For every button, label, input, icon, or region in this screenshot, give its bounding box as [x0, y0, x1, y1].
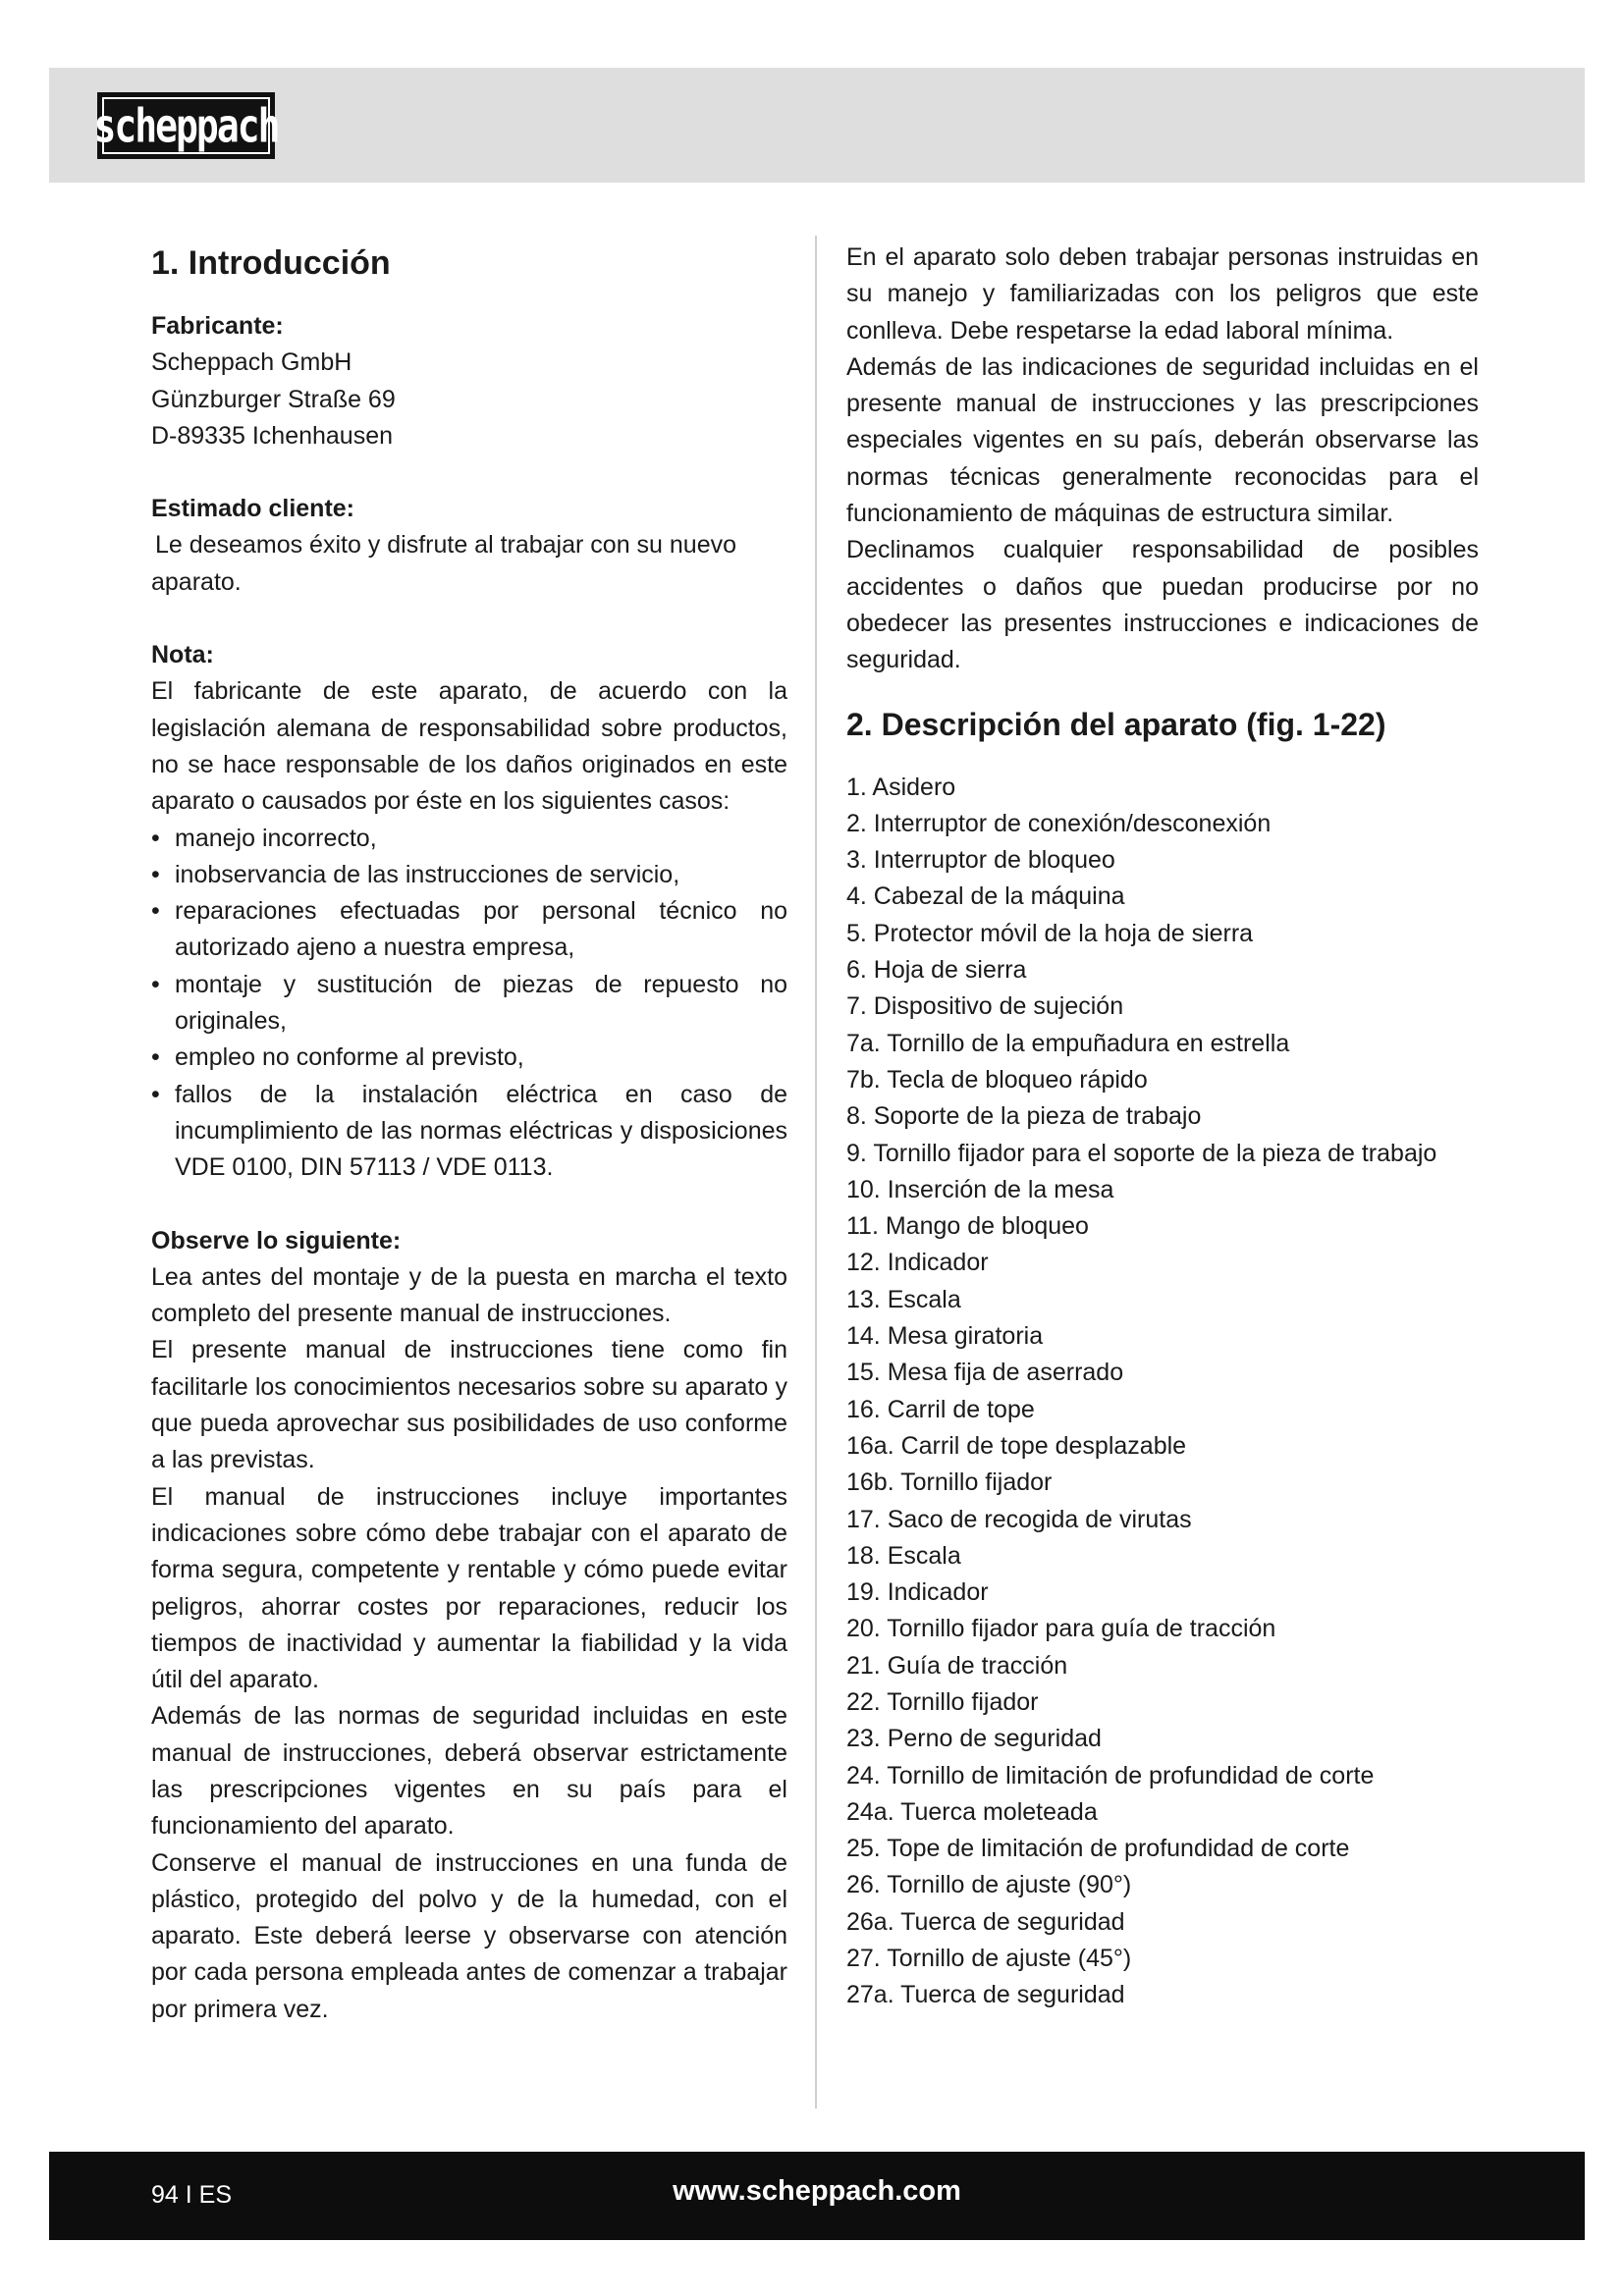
list-item: 16a. Carril de tope desplazable: [846, 1431, 1187, 1460]
parts-list: [846, 770, 1479, 2014]
left-column: [151, 240, 787, 2028]
list-item: 16. Carril de tope: [846, 1395, 1035, 1423]
list-item: 4. Cabezal de la máquina: [846, 882, 1125, 911]
customer-text: Le deseamos éxito y disfrute al trabajar con su nuevo aparato.: [151, 531, 737, 596]
list-item: 11. Mango de bloqueo: [846, 1212, 1089, 1241]
list-item: 13. Escala: [846, 1285, 961, 1313]
list-item: 21. Guía de tracción: [846, 1651, 1068, 1680]
section-title-description: 2. Descripción del aparato (fig. 1-22): [846, 706, 1386, 742]
footer-band: [49, 2152, 1585, 2240]
section-title-introduction: 1. Introducción: [151, 244, 391, 282]
list-item: 7b. Tecla de bloqueo rápido: [846, 1065, 1148, 1094]
observe-paragraph: Además de las normas de seguridad incluidas en este manual de instrucciones, deberá observar estrictamente las prescripciones vigentes en su país para el funcionamiento del aparato.: [151, 1702, 787, 1841]
observe-paragraph: Lea antes del montaje y de la puesta en marcha el texto completo del presente manual de instrucciones.: [151, 1262, 787, 1328]
observe-label: Observe lo siguiente:: [151, 1226, 402, 1255]
list-item: 15. Mesa fija de aserrado: [846, 1359, 1124, 1387]
manufacturer-line: D-89335 Ichenhausen: [151, 421, 394, 450]
intro-paragraph: En el aparato solo deben trabajar personas instruidas en su manejo y familiarizadas con los peligros que este conlleva. Debe respetarse la edad laboral mínima.: [846, 243, 1479, 345]
list-item: 25. Tope de limitación de profundidad de corte: [846, 1835, 1350, 1863]
list-item: • fallos de la instalación eléctrica en caso de incumplimiento de las normas eléctricas y disposiciones VDE 0100, DIN 57113 / VDE 0113.: [151, 1077, 787, 1187]
list-item: 26. Tornillo de ajuste (90°): [846, 1871, 1132, 1899]
list-item: 12. Indicador: [846, 1249, 989, 1277]
observe-paragraph: El presente manual de instrucciones tiene como fin facilitarle los conocimientos necesarios sobre su aparato y que pueda aprovechar sus posibilidades de uso conforme a las previstas.: [151, 1336, 787, 1474]
list-item: 17. Saco de recogida de virutas: [846, 1505, 1192, 1533]
list-item: 23. Perno de seguridad: [846, 1725, 1102, 1753]
list-item: 22. Tornillo fijador: [846, 1687, 1039, 1716]
list-item: 16b. Tornillo fijador: [846, 1468, 1053, 1497]
observe-paragraph: El manual de instrucciones incluye importantes indicaciones sobre cómo debe trabajar con el aparato de forma segura, competente y rentable y cómo puede evitar peligros, ahorrar costes por reparaciones, reducir los tiempos de inactividad y aumentar la fiabilidad y la vida útil del aparato.: [151, 1482, 787, 1694]
page-number: 94 I ES: [151, 2181, 232, 2209]
list-item: • reparaciones efectuadas por personal técnico no autorizado ajeno a nuestra empresa,: [151, 893, 787, 967]
note-bullet-list: [151, 821, 787, 1187]
manufacturer-line: Scheppach GmbH: [151, 348, 352, 377]
list-item: 7. Dispositivo de sujeción: [846, 992, 1124, 1021]
list-item: 2. Interruptor de conexión/desconexión: [846, 809, 1272, 837]
intro-paragraph: Además de las indicaciones de seguridad incluidas en el presente manual de instrucciones y las prescripciones especiales vigentes en su país, deberán observarse las normas técnicas generalmente reconocidas para el funcionamiento de máquinas de estructura similar.: [846, 352, 1479, 528]
right-column: [846, 240, 1479, 2014]
list-item: 24a. Tuerca moleteada: [846, 1797, 1098, 1826]
scheppach-logo: [93, 92, 279, 159]
list-item: • empleo no conforme al previsto,: [151, 1040, 787, 1076]
list-item: 1. Asidero: [846, 773, 956, 801]
list-item: 10. Inserción de la mesa: [846, 1175, 1114, 1203]
list-item: • manejo incorrecto,: [151, 821, 787, 857]
list-item: 7a. Tornillo de la empuñadura en estrella: [846, 1029, 1290, 1057]
list-item: 9. Tornillo fijador para el soporte de la pieza de trabajo: [846, 1139, 1437, 1167]
note-text: El fabricante de este aparato, de acuerdo con la legislación alemana de responsabilidad sobre productos, no se hace responsable de los daños originados en este aparato o causados por éste en los siguientes casos:: [151, 677, 787, 816]
manufacturer-label: Fabricante:: [151, 312, 284, 340]
list-item: 3. Interruptor de bloqueo: [846, 846, 1115, 875]
list-item: 18. Escala: [846, 1541, 961, 1570]
observe-paragraph: Conserve el manual de instrucciones en una funda de plástico, protegido del polvo y de la humedad, con el aparato. Este deberá leerse y observarse con atención por cada persona empleada antes de comenzar a trabajar por primera vez.: [151, 1848, 787, 2023]
customer-label: Estimado cliente:: [151, 495, 354, 523]
header-band: [49, 68, 1585, 183]
list-item: 27a. Tuerca de seguridad: [846, 1981, 1125, 2009]
website-link[interactable]: www.scheppach.com: [673, 2175, 961, 2207]
intro-paragraph: Declinamos cualquier responsabilidad de posibles accidentes o daños que puedan producirse por no obedecer las presentes instrucciones e indicaciones de seguridad.: [846, 536, 1479, 674]
list-item: 24. Tornillo de limitación de profundidad de corte: [846, 1761, 1375, 1789]
list-item: 27. Tornillo de ajuste (45°): [846, 1945, 1132, 1973]
note-label: Nota:: [151, 641, 214, 669]
list-item: 20. Tornillo fijador para guía de tracción: [846, 1615, 1276, 1643]
column-divider: [815, 236, 817, 2109]
list-item: • montaje y sustitución de piezas de repuesto no originales,: [151, 967, 787, 1041]
list-item: 26a. Tuerca de seguridad: [846, 1907, 1125, 1936]
logo-text: scheppach: [93, 98, 279, 153]
list-item: 14. Mesa giratoria: [846, 1322, 1044, 1351]
list-item: 8. Soporte de la pieza de trabajo: [846, 1102, 1202, 1131]
manufacturer-line: Günzburger Straße 69: [151, 385, 396, 413]
list-item: • inobservancia de las instrucciones de servicio,: [151, 857, 787, 893]
list-item: 6. Hoja de sierra: [846, 956, 1027, 985]
list-item: 19. Indicador: [846, 1578, 989, 1607]
list-item: 5. Protector móvil de la hoja de sierra: [846, 919, 1254, 947]
